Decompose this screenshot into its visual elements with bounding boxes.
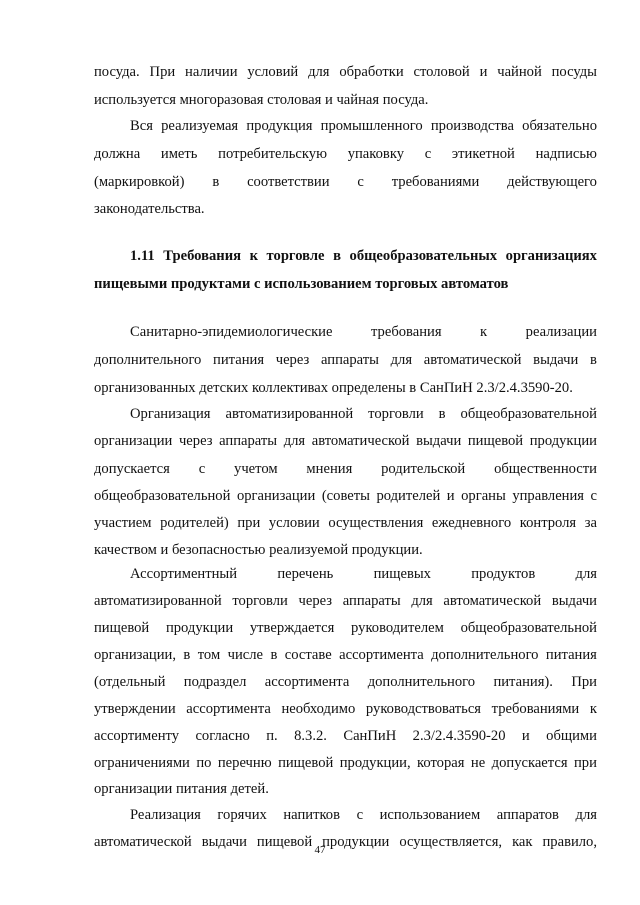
section-heading-line: 1.11 Требования к торговле в общеобразовательных организациях: [130, 248, 597, 264]
paragraph-line: допускается с учетом мнения родительской общественности: [94, 461, 597, 477]
paragraph-line: посуда. При наличии условий для обработки столовой и чайной посуды: [94, 64, 597, 80]
paragraph-line: ограничениями по перечню пищевой продукции, которая не допускается при: [94, 755, 597, 771]
paragraph-line: дополнительного питания через аппараты для автоматической выдачи в: [94, 352, 597, 368]
paragraph-line: качеством и безопасностью реализуемой продукции.: [94, 542, 423, 558]
paragraph-line: общеобразовательной организации (советы родителей и органы управления с: [94, 488, 597, 504]
section-heading-line: пищевыми продуктами с использованием торговых автоматов: [94, 276, 509, 292]
paragraph-line: организованных детских коллективах определены в СанПиН 2.3/2.4.3590-20.: [94, 380, 573, 396]
paragraph-line: должна иметь потребительскую упаковку с этикетной надписью: [94, 146, 597, 162]
paragraph-line: (маркировкой) в соответствии с требованиями действующего: [94, 174, 597, 190]
paragraph-line: участием родителей) при условии осуществления ежедневного контроля за: [94, 515, 597, 531]
paragraph-line: утверждении ассортимента необходимо руководствоваться требованиями к: [94, 701, 597, 717]
page-number: 47: [314, 844, 326, 856]
paragraph-line: Вся реализуемая продукция промышленного производства обязательно: [130, 118, 597, 134]
paragraph-line: ассортименту согласно п. 8.3.2. СанПиН 2.3/2.4.3590-20 и общими: [94, 728, 597, 744]
paragraph-line: организации, в том числе в составе ассортимента дополнительного питания: [94, 647, 597, 663]
paragraph-line: организации питания детей.: [94, 781, 269, 797]
paragraph-line: Санитарно-эпидемиологические требования к реализации: [130, 324, 597, 340]
paragraph-line: пищевой продукции утверждается руководителем общеобразовательной: [94, 620, 597, 636]
paragraph-line: законодательства.: [94, 201, 205, 217]
paragraph-line: используется многоразовая столовая и чайная посуда.: [94, 92, 429, 108]
paragraph-line: (отдельный подраздел ассортимента дополнительного питания). При: [94, 674, 597, 690]
paragraph-line: организации через аппараты для автоматической выдачи пищевой продукции: [94, 433, 597, 449]
paragraph-line: Реализация горячих напитков с использованием аппаратов для: [130, 807, 597, 823]
paragraph-line: Организация автоматизированной торговли в общеобразовательной: [130, 406, 597, 422]
paragraph-line: Ассортиментный перечень пищевых продуктов для: [130, 566, 597, 582]
paragraph-line: автоматизированной торговли через аппараты для автоматической выдачи: [94, 593, 597, 609]
paragraph-line: автоматической выдачи пищевой продукции осуществляется, как правило,: [94, 834, 597, 850]
